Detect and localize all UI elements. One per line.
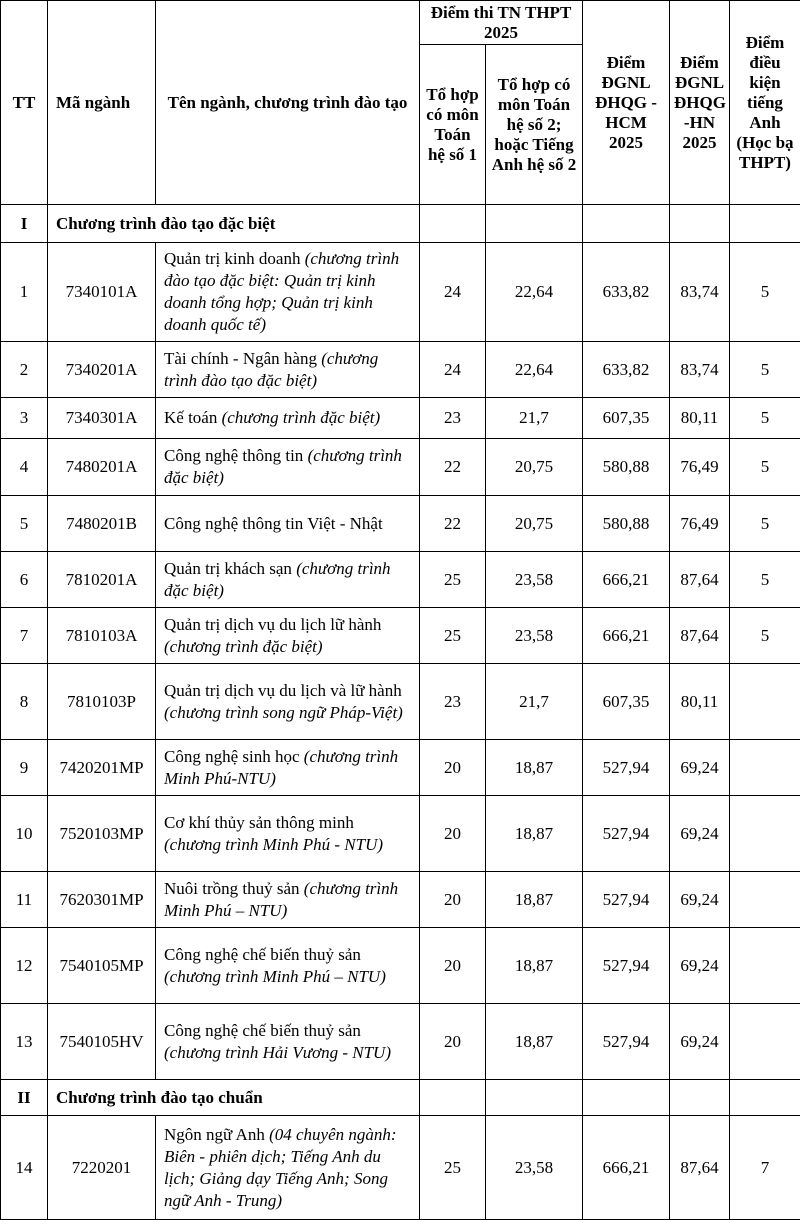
english-condition: 5 — [730, 243, 800, 342]
score-math-1: 25 — [420, 1116, 486, 1220]
score-dgnl-hcm: 527,94 — [583, 928, 670, 1004]
header-to-hop-1: Tổ hợp có môn Toán hệ số 1 — [420, 45, 486, 205]
empty-cell — [486, 1080, 583, 1116]
english-condition: 5 — [730, 342, 800, 398]
program-note: (chương trình đào tạo đặc biệt) — [164, 349, 378, 390]
program-name — [156, 439, 420, 496]
program-code: 7540105MP — [48, 928, 156, 1004]
score-dgnl-hcm: 527,94 — [583, 1004, 670, 1080]
score-dgnl-hn: 69,24 — [670, 740, 730, 796]
table-row — [1, 796, 800, 872]
score-math-2: 22,64 — [486, 342, 583, 398]
english-condition: 7 — [730, 1116, 800, 1220]
row-number: 12 — [1, 928, 48, 1004]
section-roman: II — [1, 1080, 48, 1116]
score-dgnl-hcm: 527,94 — [583, 796, 670, 872]
score-dgnl-hn: 76,49 — [670, 439, 730, 496]
score-dgnl-hcm: 580,88 — [583, 496, 670, 552]
program-code: 7420201MP — [48, 740, 156, 796]
row-number: 8 — [1, 664, 48, 740]
program-title: Công nghệ sinh học — [164, 747, 304, 766]
program-title: Quản trị dịch vụ du lịch lữ hành — [164, 615, 381, 634]
table-row — [1, 664, 800, 740]
row-number: 4 — [1, 439, 48, 496]
section-roman: I — [1, 205, 48, 243]
header-ten-nganh: Tên ngành, chương trình đào tạo — [156, 1, 420, 205]
section-title: Chương trình đào tạo chuẩn — [48, 1080, 420, 1116]
program-code: 7810103P — [48, 664, 156, 740]
score-math-1: 24 — [420, 342, 486, 398]
table-row — [1, 872, 800, 928]
score-dgnl-hcm: 666,21 — [583, 608, 670, 664]
score-math-2: 23,58 — [486, 1116, 583, 1220]
header-ma-nganh: Mã ngành — [48, 1, 156, 205]
score-math-1: 20 — [420, 796, 486, 872]
score-dgnl-hcm: 607,35 — [583, 664, 670, 740]
program-title: Quản trị kinh doanh — [164, 249, 305, 268]
english-condition — [730, 740, 800, 796]
score-dgnl-hn: 69,24 — [670, 928, 730, 1004]
score-dgnl-hn: 87,64 — [670, 608, 730, 664]
program-name — [156, 398, 420, 439]
empty-cell — [420, 1080, 486, 1116]
program-note: (chương trình Hải Vương - NTU) — [164, 1043, 391, 1062]
program-name — [156, 664, 420, 740]
table-row — [1, 439, 800, 496]
row-number: 11 — [1, 872, 48, 928]
program-title: Công nghệ thông tin — [164, 446, 308, 465]
table-row — [1, 552, 800, 608]
program-note: (chương trình song ngữ Pháp-Việt) — [164, 703, 403, 722]
score-math-1: 23 — [420, 664, 486, 740]
score-math-1: 20 — [420, 1004, 486, 1080]
score-math-2: 21,7 — [486, 398, 583, 439]
program-note: (chương trình đào tạo đặc biệt: Quản trị kinh doanh tổng hợp; Quản trị kinh doanh quốc tế) — [164, 249, 399, 334]
empty-cell — [670, 1080, 730, 1116]
score-dgnl-hn: 80,11 — [670, 664, 730, 740]
score-math-2: 23,58 — [486, 552, 583, 608]
table-row — [1, 496, 800, 552]
score-math-1: 23 — [420, 398, 486, 439]
program-code: 7810201A — [48, 552, 156, 608]
program-name — [156, 872, 420, 928]
score-dgnl-hn: 87,64 — [670, 1116, 730, 1220]
program-code: 7540105HV — [48, 1004, 156, 1080]
score-dgnl-hn: 69,24 — [670, 796, 730, 872]
program-title: Nuôi trồng thuỷ sản — [164, 879, 304, 898]
score-dgnl-hn: 69,24 — [670, 872, 730, 928]
score-math-1: 24 — [420, 243, 486, 342]
english-condition — [730, 872, 800, 928]
score-math-2: 18,87 — [486, 928, 583, 1004]
score-dgnl-hcm: 580,88 — [583, 439, 670, 496]
row-number: 2 — [1, 342, 48, 398]
section-row — [1, 1080, 800, 1116]
table-row — [1, 342, 800, 398]
header-dgnl-hn: Điểm ĐGNL ĐHQG -HN 2025 — [670, 1, 730, 205]
header-to-hop-2: Tổ hợp có môn Toán hệ số 2; hoặc Tiếng Anh hệ số 2 — [486, 45, 583, 205]
table-row — [1, 928, 800, 1004]
score-math-2: 22,64 — [486, 243, 583, 342]
score-dgnl-hcm: 527,94 — [583, 872, 670, 928]
program-code: 7340301A — [48, 398, 156, 439]
english-condition: 5 — [730, 608, 800, 664]
english-condition — [730, 1004, 800, 1080]
row-number: 5 — [1, 496, 48, 552]
program-title: Tài chính - Ngân hàng — [164, 349, 321, 368]
row-number: 6 — [1, 552, 48, 608]
program-code: 7220201 — [48, 1116, 156, 1220]
program-title: Công nghệ thông tin Việt - Nhật — [164, 514, 383, 533]
score-math-2: 21,7 — [486, 664, 583, 740]
section-row — [1, 205, 800, 243]
section-title: Chương trình đào tạo đặc biệt — [48, 205, 420, 243]
score-dgnl-hcm: 666,21 — [583, 1116, 670, 1220]
program-name — [156, 608, 420, 664]
program-note: (chương trình đặc biệt) — [164, 446, 402, 487]
score-math-1: 25 — [420, 552, 486, 608]
program-name — [156, 1004, 420, 1080]
table-row — [1, 608, 800, 664]
score-math-1: 20 — [420, 740, 486, 796]
program-code: 7620301MP — [48, 872, 156, 928]
row-number: 10 — [1, 796, 48, 872]
score-dgnl-hn: 69,24 — [670, 1004, 730, 1080]
program-name — [156, 496, 420, 552]
table-row — [1, 1004, 800, 1080]
program-code: 7340101A — [48, 243, 156, 342]
english-condition — [730, 796, 800, 872]
program-title: Ngôn ngữ Anh — [164, 1125, 269, 1144]
program-code: 7520103MP — [48, 796, 156, 872]
row-number: 1 — [1, 243, 48, 342]
program-title: Công nghệ chế biến thuỷ sản — [164, 945, 361, 964]
table-row — [1, 243, 800, 342]
score-math-1: 20 — [420, 872, 486, 928]
header-dgnl-hcm: Điểm ĐGNL ĐHQG -HCM 2025 — [583, 1, 670, 205]
program-name — [156, 796, 420, 872]
program-name — [156, 552, 420, 608]
program-code: 7480201B — [48, 496, 156, 552]
score-math-2: 23,58 — [486, 608, 583, 664]
program-note: (chương trình Minh Phú – NTU) — [164, 879, 398, 920]
program-code: 7340201A — [48, 342, 156, 398]
program-code: 7480201A — [48, 439, 156, 496]
english-condition: 5 — [730, 552, 800, 608]
program-title: Cơ khí thủy sản thông minh — [164, 813, 354, 832]
row-number: 3 — [1, 398, 48, 439]
score-math-2: 18,87 — [486, 1004, 583, 1080]
header-diem-thi: Điểm thi TN THPT 2025 — [420, 1, 583, 45]
row-number: 13 — [1, 1004, 48, 1080]
english-condition: 5 — [730, 496, 800, 552]
score-dgnl-hn: 83,74 — [670, 243, 730, 342]
row-number: 9 — [1, 740, 48, 796]
score-dgnl-hn: 83,74 — [670, 342, 730, 398]
program-name — [156, 928, 420, 1004]
program-note: (chương trình Minh Phú - NTU) — [164, 835, 383, 854]
score-math-2: 18,87 — [486, 796, 583, 872]
english-condition: 5 — [730, 398, 800, 439]
table-row — [1, 398, 800, 439]
score-dgnl-hcm: 633,82 — [583, 243, 670, 342]
program-note: (chương trình Minh Phú-NTU) — [164, 747, 398, 788]
score-dgnl-hn: 87,64 — [670, 552, 730, 608]
score-math-2: 18,87 — [486, 740, 583, 796]
program-note: (chương trình Minh Phú – NTU) — [164, 967, 386, 986]
program-note: (chương trình đặc biệt) — [222, 408, 381, 427]
score-math-2: 18,87 — [486, 872, 583, 928]
score-math-1: 22 — [420, 496, 486, 552]
table-row — [1, 740, 800, 796]
score-dgnl-hcm: 666,21 — [583, 552, 670, 608]
row-number: 7 — [1, 608, 48, 664]
score-dgnl-hcm: 607,35 — [583, 398, 670, 439]
program-note: (chương trình đặc biệt) — [164, 559, 391, 600]
score-dgnl-hcm: 527,94 — [583, 740, 670, 796]
empty-cell — [730, 1080, 800, 1116]
empty-cell — [583, 1080, 670, 1116]
score-dgnl-hn: 80,11 — [670, 398, 730, 439]
score-dgnl-hcm: 633,82 — [583, 342, 670, 398]
english-condition: 5 — [730, 439, 800, 496]
score-math-2: 20,75 — [486, 496, 583, 552]
score-math-1: 25 — [420, 608, 486, 664]
program-title: Quản trị khách sạn — [164, 559, 296, 578]
program-title: Công nghệ chế biến thuỷ sản — [164, 1021, 361, 1040]
program-name — [156, 740, 420, 796]
score-math-2: 20,75 — [486, 439, 583, 496]
program-name — [156, 342, 420, 398]
english-condition — [730, 664, 800, 740]
program-title: Kế toán — [164, 408, 222, 427]
score-math-1: 22 — [420, 439, 486, 496]
score-dgnl-hn: 76,49 — [670, 496, 730, 552]
header-tt: TT — [1, 1, 48, 205]
program-note: (chương trình đặc biệt) — [164, 637, 323, 656]
program-title: Quản trị dịch vụ du lịch và lữ hành — [164, 681, 402, 700]
english-condition — [730, 928, 800, 1004]
row-number: 14 — [1, 1116, 48, 1220]
score-math-1: 20 — [420, 928, 486, 1004]
header-dieu-kien: Điểm điều kiện tiếng Anh (Học bạ THPT) — [730, 1, 800, 205]
program-code: 7810103A — [48, 608, 156, 664]
program-note: (04 chuyên ngành: Biên - phiên dịch; Tiếng Anh du lịch; Giảng dạy Tiếng Anh; Song ngữ Anh - Trung) — [164, 1125, 397, 1210]
program-name — [156, 243, 420, 342]
